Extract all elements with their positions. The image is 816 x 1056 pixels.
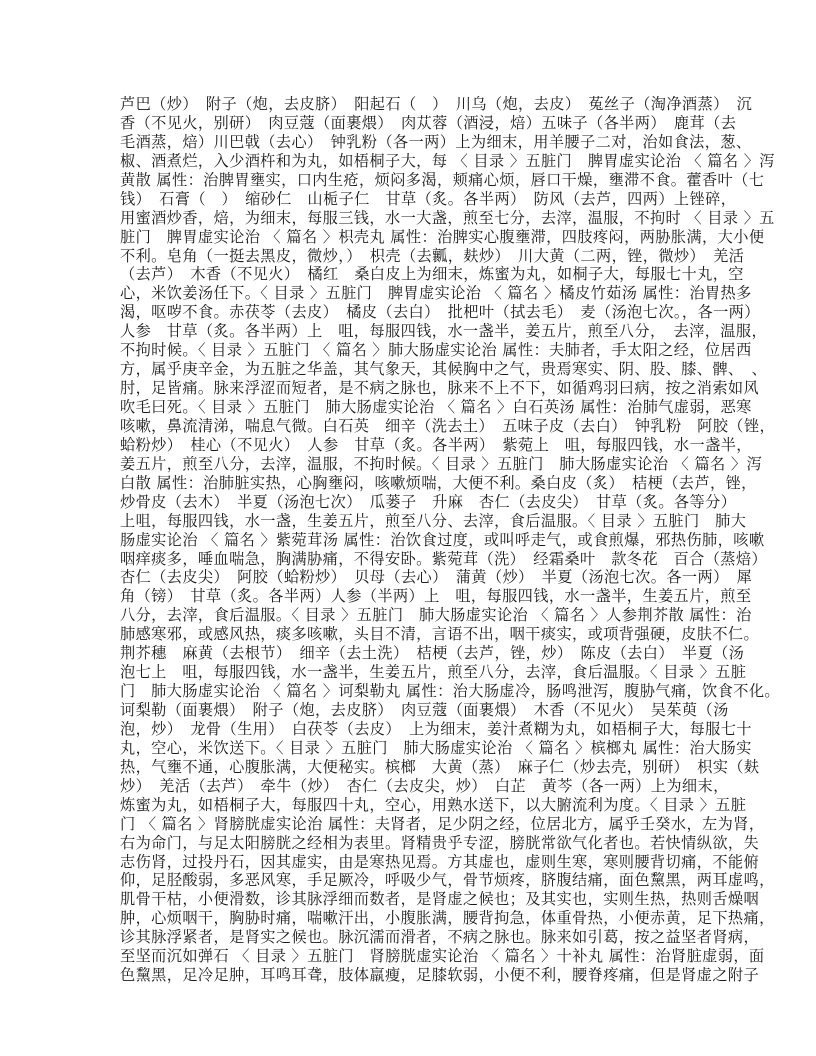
text-line: 姜五片，煎至八分，去滓，温服，不拘时候。〈 目录 〉五脏门 肺大肠虚实论治 〈 篇名 〉泻 xyxy=(120,454,763,473)
text-line: 丸，空心，米饮送下。〈 目录 〉五脏门 肺大肠虚实论治 〈 篇名 〉槟榔丸 属性：治大肠实 xyxy=(120,738,752,757)
text-line: 渴，呕哕不食。赤茯苓（去皮） 橘皮（去白） 批杷叶（拭去毛） 麦（汤泡七次。，各一两） xyxy=(120,303,760,322)
text-line: 不拘时候。〈 目录 〉五脏门 〈 篇名 〉肺大肠虚实论治 属性：夫肺者，手太阳之经，位居西 xyxy=(120,341,752,360)
text-line: 肺感寒邪，或感风热，痰多咳嗽，头目不清，言语不出，咽干痰实，或项背强硬，皮肤不仁。 xyxy=(120,625,760,644)
text-line: 方，属乎庚辛金，为五脏之华盖，其气象天，其候胸中之气，贵焉寒实、阴、股、膝、髀、 、 xyxy=(120,360,768,379)
text-line: 右为命门，与足太阳膀胱之经相为表里。肾精贵乎专涩，膀胱常欲气化者也。若快情纵欲，失 xyxy=(120,833,760,852)
text-line: 钱） 石膏（ ） 缩砂仁 山栀子仁 甘草（炙。各半两） 防风（去芦，四两）上锉碎， xyxy=(120,189,737,208)
text-line: 不利。皂角（一挺去黑皮，微炒，） 枳壳（去瓤，麸炒） 川大黄（二两，锉，微炒） 羌活 xyxy=(120,246,745,265)
text-line: 心，米饮姜汤任下。〈 目录 〉五脏门 脾胃虚实论治 〈 篇名 〉橘皮竹茹汤 属性：治胃热多 xyxy=(120,284,752,303)
text-line: 门 〈 篇名 〉肾膀胱虚实论治 属性：夫肾者，足少阴之经，位居北方，属乎壬癸水，左为肾， xyxy=(120,814,765,833)
text-line: 白散 属性：治肺脏实热，心胸壅闷，咳嗽烦喘，大便不利。桑白皮（炙） 桔梗（去芦，锉， xyxy=(120,473,757,492)
text-line: 诃梨勒（面裹煨） 附子（炮，去皮脐） 肉豆蔻（面裹煨） 木香（不见火） 吴茱萸（汤 xyxy=(120,701,729,719)
text-line: 吹毛曰死。〈 目录 〉五脏门 肺大肠虚实论治 〈 篇名 〉白石英汤 属性：治肺气虚弱，恶寒 xyxy=(120,398,752,416)
text-line: 蛤粉炒） 桂心（不见火） 人参 甘草（炙。各半两） 紫菀上 咀，每服四钱，水一盏半， xyxy=(120,435,752,454)
text-line: 肠虚实论治 〈 篇名 〉紫菀茸汤 属性：治饮食过度，或叫呼走气，或食煎爆，邪热伤肺，咳嗽 xyxy=(120,530,765,549)
text-line: 人参 甘草（炙。各半两）上 咀，每服四钱，水一盏半，姜五片，煎至八分， 去滓，温服， xyxy=(120,322,768,341)
text-line: 肿，心烦咽干，胸胁时痛，喘嗽汗出，小腹胀满，腰背拘急，体重骨热，小便赤黄，足下热痛， xyxy=(120,909,775,928)
text-line: 上咀，每服四钱，水一盏，生姜五片，煎至八分、去滓，食后温服。〈 目录 〉五脏门 肺大 xyxy=(120,511,747,530)
text-line: 至坚而沉如弹石 〈 目录 〉五脏门 肾膀胱虚实论治 〈 篇名 〉十补丸 属性：治肾脏虚弱，面 xyxy=(120,947,765,966)
text-line: 芦巴（炒） 附子（炮，去皮脐） 阳起石（ ） 川乌（炮，去皮） 菟丝子（淘净酒蒸） 沉 xyxy=(120,95,753,113)
text-line: 色黧黑，足冷足肿，耳鸣耳聋，肢体羸瘦，足膝软弱，小便不利，腰脊疼痛，但是肾虚之附子 xyxy=(120,966,760,985)
text-line: 热，气壅不通，心腹胀满，大便秘实。槟榔 大黄（蒸） 麻子仁（炒去壳，别研） 枳实（麸 xyxy=(120,757,760,776)
text-line: 用蜜酒炒香，焙，为细末，每服三钱，水一大盏，煎至七分，去滓，温服，不拘时 〈 目录 〉五 xyxy=(120,208,775,227)
text-line: 黄散 属性：治脾胃壅实，口内生疮，烦闷多渴，颊痛心烦，唇口干燥，壅滞不食。藿香叶（七 xyxy=(120,170,765,189)
text-line: 炒） 羌活（去芦） 牵牛（炒） 杏仁（去皮尖，炒） 白芷 黄芩（各一两）上为细末， xyxy=(120,776,729,795)
text-line: 肌骨干枯，小便滑数，诊其脉浮细而数者，是肾虚之候也；及其实也，实则生热，热则舌燥咽 xyxy=(120,890,760,909)
text-line: 香（不见火，别研） 肉豆蔻（面裹煨） 肉苁蓉（酒浸，焙）五味子（各半两） 鹿茸（去 xyxy=(120,113,737,132)
text-line: 炼蜜为丸，如梧桐子大，每服四十丸，空心，用熟水送下，以大腑流利为度。〈 目录 〉五脏 xyxy=(120,795,747,814)
text-line: 脏门 脾胃虚实论治 〈 篇名 〉枳壳丸 属性：治脾实心腹壅滞，四肢疼闷，两胁胀满，大小便 xyxy=(120,227,765,246)
text-line: 毛酒蒸，焙）川巴戟（去心） 钟乳粉（各一两）上为细末，用羊腰子二对，治如食法，葱、 xyxy=(120,132,752,151)
text-line: 椒、酒煮烂，入少酒杵和为丸，如梧桐子大，每 〈 目录 〉五脏门 脾胃虚实论治 〈 篇名 〉泻 xyxy=(120,151,775,170)
text-line: 杏仁（去皮尖） 阿胶（蛤粉炒） 贝母（去心） 蒲黄（炒） 半夏（汤泡七次。各一两） 犀 xyxy=(120,568,753,587)
text-line: 泡，炒） 龙骨（生用） 白茯苓（去皮） 上为细末，姜汁煮糊为丸，如梧桐子大，每服七十 xyxy=(120,719,752,738)
text-line: （去芦） 木香（不见火） 橘红 桑白皮上为细末，炼蜜为丸，如桐子大，每服七十丸，空 xyxy=(120,265,744,284)
text-line: 咳嗽，鼻流清涕，喘息气微。白石英 细辛（洗去土） 五味子皮（去白） 钟乳粉 阿胶（锉， xyxy=(120,416,776,435)
text-line: 咽痒痰多，唾血喘急，胸满胁痛，不得安卧。紫菀茸（洗） 经霜桑叶 款冬花 百合（蒸焙） xyxy=(120,549,768,568)
text-line: 角（镑） 甘草（炙。各半两）人参（半两）上 咀，每服四钱，水一盏半，生姜五片，煎至 xyxy=(120,587,752,606)
text-line: 八分，去滓，食后温服。〈 目录 〉五脏门 肺大肠虚实论治 〈 篇名 〉人参荆芥散 属性：治 xyxy=(120,606,752,625)
text-line: 荆芥穗 麻黄（去根节） 细辛（去土洗） 桔梗（去芦，锉，炒） 陈皮（去白） 半夏（汤 xyxy=(120,644,745,663)
text-line: 肘，足皆痛。脉来浮涩而短者，是不病之脉也，脉来不上不下，如循鸡羽曰病，按之消索如风 xyxy=(120,379,760,398)
text-line: 门 肺大肠虚实论治 〈 篇名 〉诃梨勒丸 属性：治大肠虚冷，肠鸣泄泻，腹胁气痛，饮食不化。 xyxy=(120,682,780,701)
text-line: 诊其脉浮紧者，是肾实之候也。脉沉濡而滑者，不病之脉也。脉来如引葛，按之益坚者肾病， xyxy=(120,928,760,947)
text-line: 炒骨皮（去木） 半夏（汤泡七次） 瓜蒌子 升麻 杏仁（去皮尖） 甘草（炙。各等分） xyxy=(120,492,737,511)
document-page xyxy=(120,95,780,985)
text-line: 仰，足胫酸弱，多恶风寒，手足厥冷，呼吸少气，骨节烦疼，脐腹结痛，面色黧黑，两耳虚鸣， xyxy=(120,871,775,890)
text-line: 泡七上 咀，每服四钱，水一盏半，生姜五片，煎至八分，去滓，食后温服。〈 目录 〉五脏 xyxy=(120,663,747,682)
text-line: 志伤肾，过投丹石，因其虚实，由是寒热见焉。方其虚也，虚则生寒，寒则腰背切痛，不能俯 xyxy=(120,852,760,871)
